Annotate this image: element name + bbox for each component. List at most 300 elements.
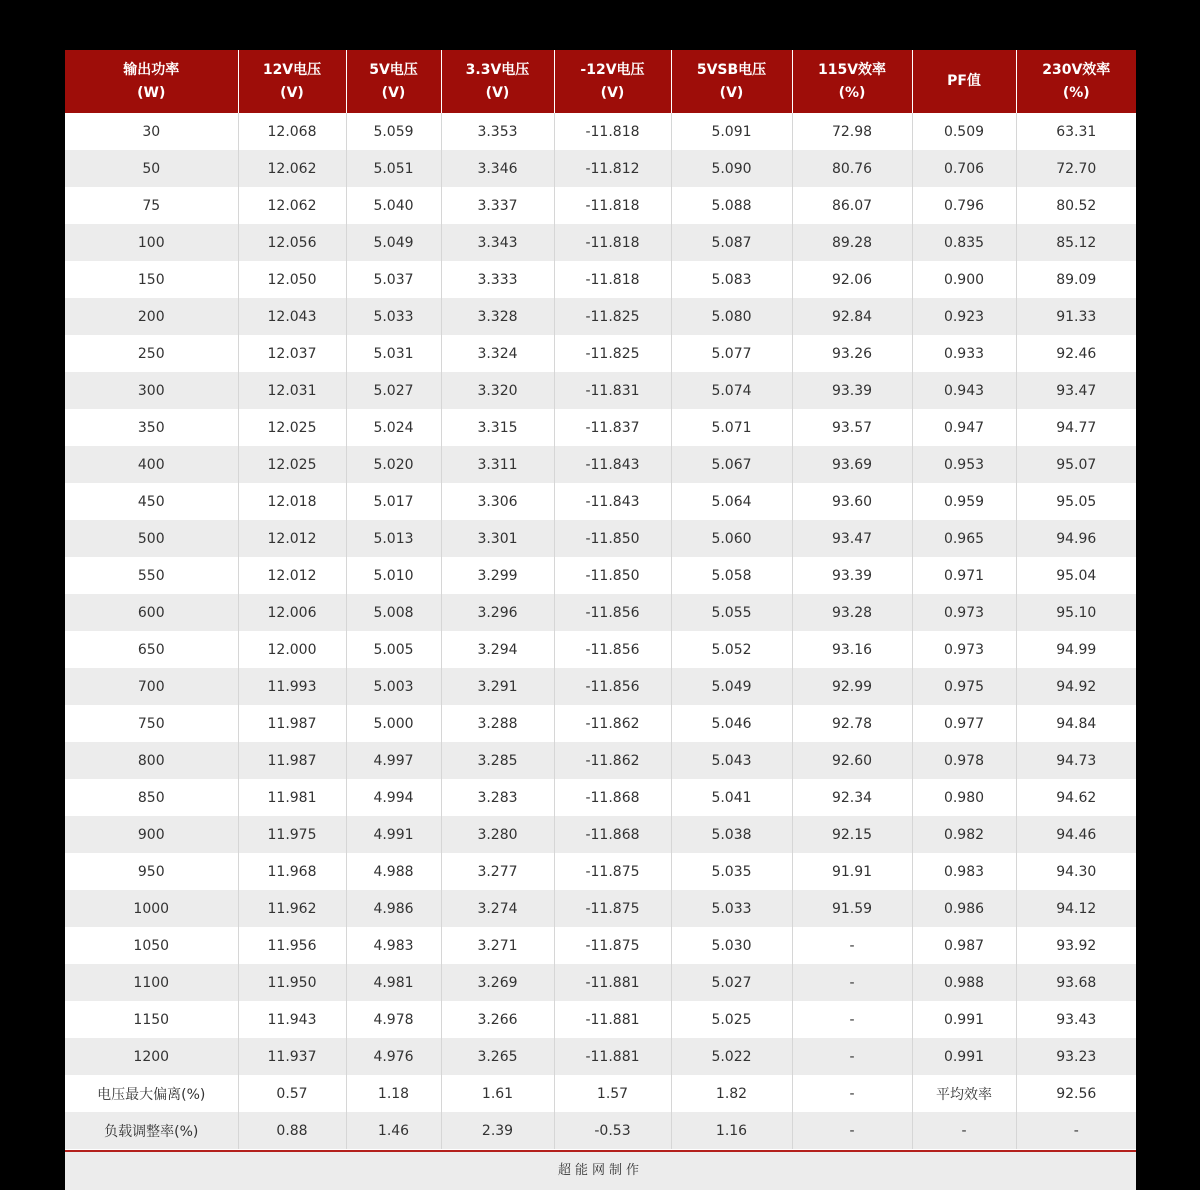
table-row: [65, 335, 1136, 372]
table-cell: 0.959: [912, 483, 1016, 520]
psu-test-table: [65, 50, 1136, 1149]
table-cell: 4.991: [346, 816, 441, 853]
table-cell: -11.875: [554, 927, 671, 964]
table-cell: 3.277: [441, 853, 554, 890]
table-cell: 94.92: [1016, 668, 1136, 705]
table-cell: 5.037: [346, 261, 441, 298]
table-cell: 11.937: [238, 1038, 346, 1075]
table-cell: 11.950: [238, 964, 346, 1001]
table-cell: 3.301: [441, 520, 554, 557]
table-cell: -11.850: [554, 520, 671, 557]
table-cell: -11.812: [554, 150, 671, 187]
column-header-unit: (V): [381, 84, 406, 101]
table-row: [65, 594, 1136, 631]
table-cell: 1.18: [346, 1075, 441, 1112]
table-cell: 0.991: [912, 1038, 1016, 1075]
table-cell: 5.033: [671, 890, 792, 927]
table-cell: 850: [65, 779, 238, 816]
table-cell: 5.071: [671, 409, 792, 446]
table-cell: 86.07: [792, 187, 912, 224]
table-cell: 72.70: [1016, 150, 1136, 187]
table-cell: 92.46: [1016, 335, 1136, 372]
table-cell: 0.706: [912, 150, 1016, 187]
table-cell: -11.818: [554, 113, 671, 150]
column-header-label: 输出功率: [123, 61, 180, 78]
table-cell: -11.825: [554, 298, 671, 335]
table-cell: 91.59: [792, 890, 912, 927]
table-cell: 平均效率: [912, 1075, 1016, 1112]
table-row: [65, 113, 1136, 150]
table-cell: 3.283: [441, 779, 554, 816]
table-cell: 5.040: [346, 187, 441, 224]
column-header-label: 12V电压: [262, 61, 322, 78]
table-cell: 11.981: [238, 779, 346, 816]
table-cell: 75: [65, 187, 238, 224]
table-cell: 1150: [65, 1001, 238, 1038]
table-cell: -: [1016, 1112, 1136, 1149]
table-cell: 72.98: [792, 113, 912, 150]
table-cell: 3.285: [441, 742, 554, 779]
table-cell: 4.986: [346, 890, 441, 927]
table-cell: 94.12: [1016, 890, 1136, 927]
table-cell: -11.843: [554, 446, 671, 483]
table-cell: 1050: [65, 927, 238, 964]
table-cell: 92.34: [792, 779, 912, 816]
table-cell: 1100: [65, 964, 238, 1001]
table-cell: 5.059: [346, 113, 441, 150]
table-cell: 3.266: [441, 1001, 554, 1038]
table-cell: 5.055: [671, 594, 792, 631]
table-cell: -11.856: [554, 594, 671, 631]
table-cell: 92.78: [792, 705, 912, 742]
table-cell: 0.988: [912, 964, 1016, 1001]
table-cell: 300: [65, 372, 238, 409]
table-cell: 600: [65, 594, 238, 631]
table-cell: 95.07: [1016, 446, 1136, 483]
table-cell: 5.041: [671, 779, 792, 816]
table-cell: 0.973: [912, 594, 1016, 631]
table-row: [65, 1075, 1136, 1112]
table-cell: 0.986: [912, 890, 1016, 927]
table-cell: 350: [65, 409, 238, 446]
table-cell: 89.09: [1016, 261, 1136, 298]
table-cell: 200: [65, 298, 238, 335]
table-cell: 93.43: [1016, 1001, 1136, 1038]
table-cell: 5.027: [671, 964, 792, 1001]
table-cell: 5.080: [671, 298, 792, 335]
table-cell: -: [792, 1075, 912, 1112]
table-cell: -11.875: [554, 853, 671, 890]
table-cell: 0.835: [912, 224, 1016, 261]
table-row: [65, 853, 1136, 890]
table-cell: 0.982: [912, 816, 1016, 853]
table-cell: 5.074: [671, 372, 792, 409]
table-row: [65, 964, 1136, 1001]
table-body: [65, 113, 1136, 1149]
column-header: [792, 50, 912, 113]
table-cell: 1.82: [671, 1075, 792, 1112]
column-header-label: 5VSB电压: [696, 61, 767, 78]
table-cell: 0.983: [912, 853, 1016, 890]
table-cell: 3.328: [441, 298, 554, 335]
table-cell: 0.509: [912, 113, 1016, 150]
table-row: [65, 927, 1136, 964]
table-row: [65, 409, 1136, 446]
table-cell: 3.320: [441, 372, 554, 409]
table-cell: 92.06: [792, 261, 912, 298]
column-header: [554, 50, 671, 113]
column-header: [912, 50, 1016, 113]
table-cell: 3.315: [441, 409, 554, 446]
table-cell: 0.900: [912, 261, 1016, 298]
table-cell: 0.975: [912, 668, 1016, 705]
table-cell: 12.025: [238, 409, 346, 446]
table-cell: 800: [65, 742, 238, 779]
table-cell: -11.868: [554, 816, 671, 853]
table-row: [65, 150, 1136, 187]
table-cell: 5.060: [671, 520, 792, 557]
table-cell: 11.987: [238, 705, 346, 742]
table-cell: 750: [65, 705, 238, 742]
table-cell: 93.16: [792, 631, 912, 668]
table-cell: 4.976: [346, 1038, 441, 1075]
table-cell: 94.77: [1016, 409, 1136, 446]
table-cell: 12.025: [238, 446, 346, 483]
table-cell: 0.978: [912, 742, 1016, 779]
table-cell: 5.008: [346, 594, 441, 631]
table-cell: 3.343: [441, 224, 554, 261]
column-header-unit: (%): [1062, 84, 1090, 101]
table-row: [65, 631, 1136, 668]
table-cell: -11.868: [554, 779, 671, 816]
footer-credit: 超能网制作: [65, 1150, 1136, 1190]
table-cell: 92.56: [1016, 1075, 1136, 1112]
table-cell: 85.12: [1016, 224, 1136, 261]
column-header-unit: (V): [280, 84, 304, 101]
table-row: [65, 446, 1136, 483]
table-cell: -: [912, 1112, 1016, 1149]
table-cell: 1.61: [441, 1075, 554, 1112]
table-row: [65, 483, 1136, 520]
table-cell: 93.60: [792, 483, 912, 520]
table-cell: 11.956: [238, 927, 346, 964]
table-cell: 94.84: [1016, 705, 1136, 742]
table-cell: 5.033: [346, 298, 441, 335]
table-cell: 5.077: [671, 335, 792, 372]
table-cell: 3.280: [441, 816, 554, 853]
column-header-unit: (V): [600, 84, 625, 101]
table-cell: 1000: [65, 890, 238, 927]
table-cell: 3.291: [441, 668, 554, 705]
table-cell: 93.39: [792, 557, 912, 594]
table-cell: 3.269: [441, 964, 554, 1001]
table-cell: 4.994: [346, 779, 441, 816]
table-cell: 5.025: [671, 1001, 792, 1038]
table-cell: 5.003: [346, 668, 441, 705]
table-cell: 0.991: [912, 1001, 1016, 1038]
table-cell: 4.978: [346, 1001, 441, 1038]
table-cell: 3.306: [441, 483, 554, 520]
table-cell: 50: [65, 150, 238, 187]
table-cell: 3.311: [441, 446, 554, 483]
table-cell: 93.47: [792, 520, 912, 557]
table-row: [65, 224, 1136, 261]
table-cell: 94.62: [1016, 779, 1136, 816]
column-header: [238, 50, 346, 113]
table-cell: 93.23: [1016, 1038, 1136, 1075]
table-cell: 0.947: [912, 409, 1016, 446]
table-cell: 95.10: [1016, 594, 1136, 631]
table-cell: 11.943: [238, 1001, 346, 1038]
column-header-label: 3.3V电压: [465, 61, 530, 78]
table-row: [65, 372, 1136, 409]
table-cell: 93.57: [792, 409, 912, 446]
table-cell: 12.062: [238, 187, 346, 224]
table-cell: 3.353: [441, 113, 554, 150]
table-cell: -11.831: [554, 372, 671, 409]
table-cell: 5.049: [346, 224, 441, 261]
table-cell: -11.843: [554, 483, 671, 520]
table-cell: 5.091: [671, 113, 792, 150]
table-cell: 5.030: [671, 927, 792, 964]
table-cell: -11.881: [554, 1038, 671, 1075]
table-cell: 3.296: [441, 594, 554, 631]
table-cell: 3.299: [441, 557, 554, 594]
table-cell: 500: [65, 520, 238, 557]
table-cell: -11.862: [554, 705, 671, 742]
table-cell: 电压最大偏离(%): [65, 1075, 238, 1112]
table-cell: 12.018: [238, 483, 346, 520]
column-header-label: PF值: [947, 73, 981, 89]
table-cell: 0.88: [238, 1112, 346, 1149]
column-header-unit: (V): [719, 84, 744, 101]
table-cell: 12.000: [238, 631, 346, 668]
table-row: [65, 668, 1136, 705]
column-header-label: -12V电压: [580, 61, 645, 78]
table-cell: 11.975: [238, 816, 346, 853]
table-cell: 93.92: [1016, 927, 1136, 964]
table-cell: 5.083: [671, 261, 792, 298]
table-cell: 30: [65, 113, 238, 150]
table-cell: -11.837: [554, 409, 671, 446]
column-header-unit: (W): [137, 84, 166, 101]
table-header-row: [65, 50, 1136, 113]
column-header-unit: (V): [485, 84, 510, 101]
table-cell: 5.035: [671, 853, 792, 890]
table-cell: 5.038: [671, 816, 792, 853]
table-cell: 0.980: [912, 779, 1016, 816]
table-cell: 12.050: [238, 261, 346, 298]
table-cell: 900: [65, 816, 238, 853]
table-cell: 4.988: [346, 853, 441, 890]
table-row: [65, 1001, 1136, 1038]
table-row: [65, 1038, 1136, 1075]
column-header-unit: (%): [838, 84, 866, 101]
table-cell: 5.027: [346, 372, 441, 409]
table-row: [65, 298, 1136, 335]
table-cell: 5.090: [671, 150, 792, 187]
table-cell: -11.881: [554, 964, 671, 1001]
table-cell: 63.31: [1016, 113, 1136, 150]
column-header-label: 5V电压: [369, 61, 418, 78]
column-header-label: 230V效率: [1042, 61, 1111, 78]
table-cell: 94.30: [1016, 853, 1136, 890]
table-cell: 3.288: [441, 705, 554, 742]
table-cell: 3.265: [441, 1038, 554, 1075]
table-cell: 4.981: [346, 964, 441, 1001]
table-cell: 5.005: [346, 631, 441, 668]
table-cell: 5.013: [346, 520, 441, 557]
table-cell: 5.049: [671, 668, 792, 705]
table-cell: 5.017: [346, 483, 441, 520]
table-cell: 92.84: [792, 298, 912, 335]
table-cell: 负载调整率(%): [65, 1112, 238, 1149]
table-cell: 91.33: [1016, 298, 1136, 335]
table-cell: 11.993: [238, 668, 346, 705]
table-cell: -: [792, 1001, 912, 1038]
table-cell: 91.91: [792, 853, 912, 890]
table-cell: 950: [65, 853, 238, 890]
table-cell: 3.346: [441, 150, 554, 187]
table-cell: 93.39: [792, 372, 912, 409]
table-cell: 0.971: [912, 557, 1016, 594]
table-cell: 0.977: [912, 705, 1016, 742]
table-row: [65, 779, 1136, 816]
table-cell: -: [792, 964, 912, 1001]
table-cell: 5.010: [346, 557, 441, 594]
table-cell: 550: [65, 557, 238, 594]
table-cell: 5.020: [346, 446, 441, 483]
table-cell: 92.99: [792, 668, 912, 705]
table-cell: -0.53: [554, 1112, 671, 1149]
table-cell: 0.965: [912, 520, 1016, 557]
table-cell: 700: [65, 668, 238, 705]
table-cell: 3.271: [441, 927, 554, 964]
table-cell: 3.294: [441, 631, 554, 668]
table-cell: 5.022: [671, 1038, 792, 1075]
table-cell: 94.46: [1016, 816, 1136, 853]
column-header: [1016, 50, 1136, 113]
table-row: [65, 520, 1136, 557]
table-cell: 12.012: [238, 557, 346, 594]
table-cell: -11.818: [554, 187, 671, 224]
table-cell: 5.046: [671, 705, 792, 742]
table-cell: 0.923: [912, 298, 1016, 335]
table-row: [65, 187, 1136, 224]
table-cell: 0.973: [912, 631, 1016, 668]
table-row: [65, 1112, 1136, 1149]
table-cell: 5.051: [346, 150, 441, 187]
table-cell: 5.088: [671, 187, 792, 224]
table-cell: 100: [65, 224, 238, 261]
table-cell: 3.324: [441, 335, 554, 372]
table-cell: 80.76: [792, 150, 912, 187]
column-header: [346, 50, 441, 113]
table-cell: 1200: [65, 1038, 238, 1075]
table-cell: -: [792, 1112, 912, 1149]
table-cell: -11.818: [554, 261, 671, 298]
table-cell: 5.052: [671, 631, 792, 668]
column-header-label: 115V效率: [817, 61, 887, 78]
table-cell: 0.57: [238, 1075, 346, 1112]
data-table-panel: [65, 50, 1136, 1190]
table-cell: -: [792, 1038, 912, 1075]
table-cell: -11.862: [554, 742, 671, 779]
table-cell: 94.99: [1016, 631, 1136, 668]
table-cell: 650: [65, 631, 238, 668]
table-cell: 250: [65, 335, 238, 372]
table-cell: 95.05: [1016, 483, 1136, 520]
table-cell: 5.024: [346, 409, 441, 446]
table-row: [65, 557, 1136, 594]
table-cell: 150: [65, 261, 238, 298]
table-cell: 5.064: [671, 483, 792, 520]
table-cell: 5.067: [671, 446, 792, 483]
table-cell: -11.856: [554, 668, 671, 705]
table-cell: 4.997: [346, 742, 441, 779]
table-cell: 400: [65, 446, 238, 483]
table-cell: 93.68: [1016, 964, 1136, 1001]
table-cell: 93.28: [792, 594, 912, 631]
table-cell: -11.881: [554, 1001, 671, 1038]
table-cell: 95.04: [1016, 557, 1136, 594]
table-row: [65, 742, 1136, 779]
table-cell: -: [792, 927, 912, 964]
table-cell: 12.031: [238, 372, 346, 409]
table-cell: 0.796: [912, 187, 1016, 224]
table-cell: 93.26: [792, 335, 912, 372]
table-row: [65, 261, 1136, 298]
table-cell: 80.52: [1016, 187, 1136, 224]
table-row: [65, 816, 1136, 853]
table-cell: 93.47: [1016, 372, 1136, 409]
table-cell: 93.69: [792, 446, 912, 483]
table-cell: 0.987: [912, 927, 1016, 964]
table-cell: 3.333: [441, 261, 554, 298]
column-header: [671, 50, 792, 113]
table-cell: 12.006: [238, 594, 346, 631]
table-cell: 11.987: [238, 742, 346, 779]
column-header: [441, 50, 554, 113]
table-cell: 0.953: [912, 446, 1016, 483]
table-cell: 92.15: [792, 816, 912, 853]
table-cell: -11.875: [554, 890, 671, 927]
table-cell: 11.962: [238, 890, 346, 927]
table-cell: 12.056: [238, 224, 346, 261]
table-cell: 92.60: [792, 742, 912, 779]
table-cell: 1.57: [554, 1075, 671, 1112]
table-cell: 12.037: [238, 335, 346, 372]
table-cell: 5.031: [346, 335, 441, 372]
table-cell: 5.043: [671, 742, 792, 779]
table-cell: 1.46: [346, 1112, 441, 1149]
table-cell: 450: [65, 483, 238, 520]
table-cell: 3.337: [441, 187, 554, 224]
table-cell: 2.39: [441, 1112, 554, 1149]
table-cell: 94.73: [1016, 742, 1136, 779]
table-cell: 5.087: [671, 224, 792, 261]
table-row: [65, 890, 1136, 927]
table-cell: 11.968: [238, 853, 346, 890]
table-cell: 89.28: [792, 224, 912, 261]
table-cell: 94.96: [1016, 520, 1136, 557]
table-cell: 5.000: [346, 705, 441, 742]
table-cell: 5.058: [671, 557, 792, 594]
table-cell: 3.274: [441, 890, 554, 927]
table-cell: -11.856: [554, 631, 671, 668]
table-cell: -11.818: [554, 224, 671, 261]
table-cell: 12.062: [238, 150, 346, 187]
